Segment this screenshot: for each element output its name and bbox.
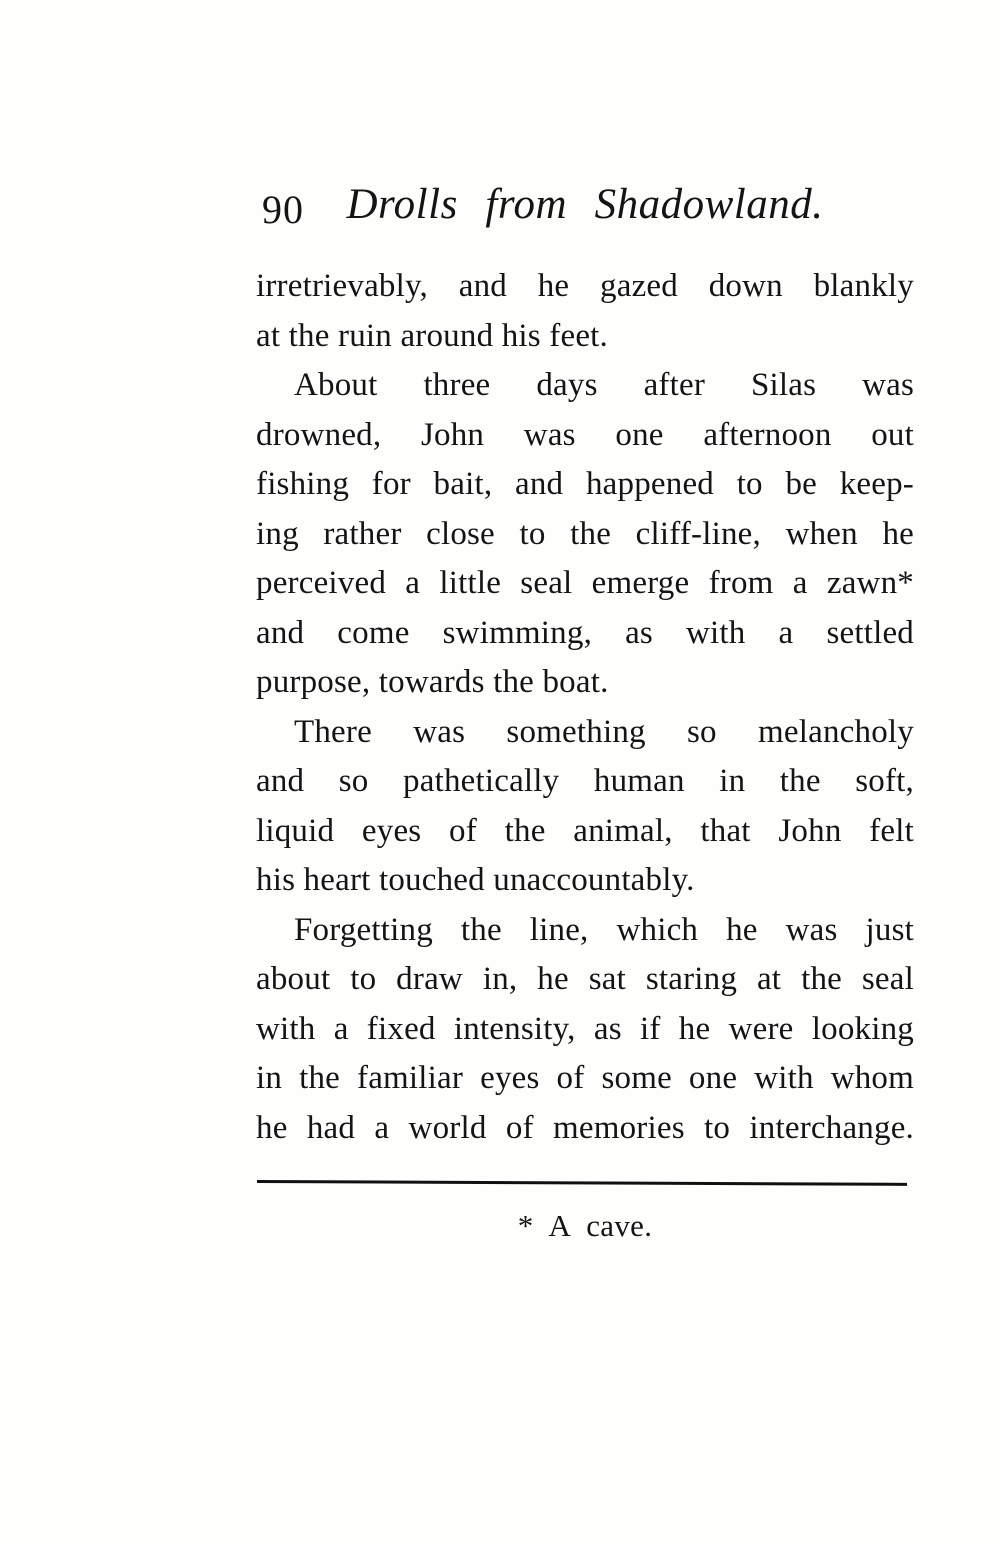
page-number: 90 [262,187,304,232]
text-line: and so pathetically human in the soft, [256,763,914,799]
text-line: and come swimming, as with a settled [256,614,914,651]
running-title: Drolls from Shadowland. [346,181,824,228]
text-line: purpose, towards the boat. [256,664,609,700]
text-line: ing rather close to the cliff-line, when he [256,515,914,552]
footnote-text: * A cave. [517,1208,653,1243]
text-line: with a fixed intensity, as if he were looking [256,1010,914,1047]
text-line: There was something so melancholy [294,713,914,750]
text-line: about to draw in, he sat staring at the seal [256,961,914,997]
text-line: perceived a little seal emerge from a zawn* [256,565,914,601]
text-line: Forgetting the line, which he was just [294,911,914,948]
text-line: he had a world of memories to interchange. [256,1109,914,1146]
text-line: About three days after Silas was [294,367,914,403]
text-line: liquid eyes of the animal, that John felt [256,812,914,849]
footnote-divider [257,1180,907,1186]
body-text [256,262,914,1153]
text-line: his heart touched unaccountably. [256,862,695,898]
text-line: at the ruin around his feet. [256,317,608,354]
text-line: drowned, John was one afternoon out [256,416,914,453]
text-line: fishing for bait, and happened to be keep- [256,466,914,502]
text-line: irretrievably, and he gazed down blankly [256,268,914,304]
text-line: in the familiar eyes of some one with whom [256,1060,914,1096]
page-header [256,180,914,232]
